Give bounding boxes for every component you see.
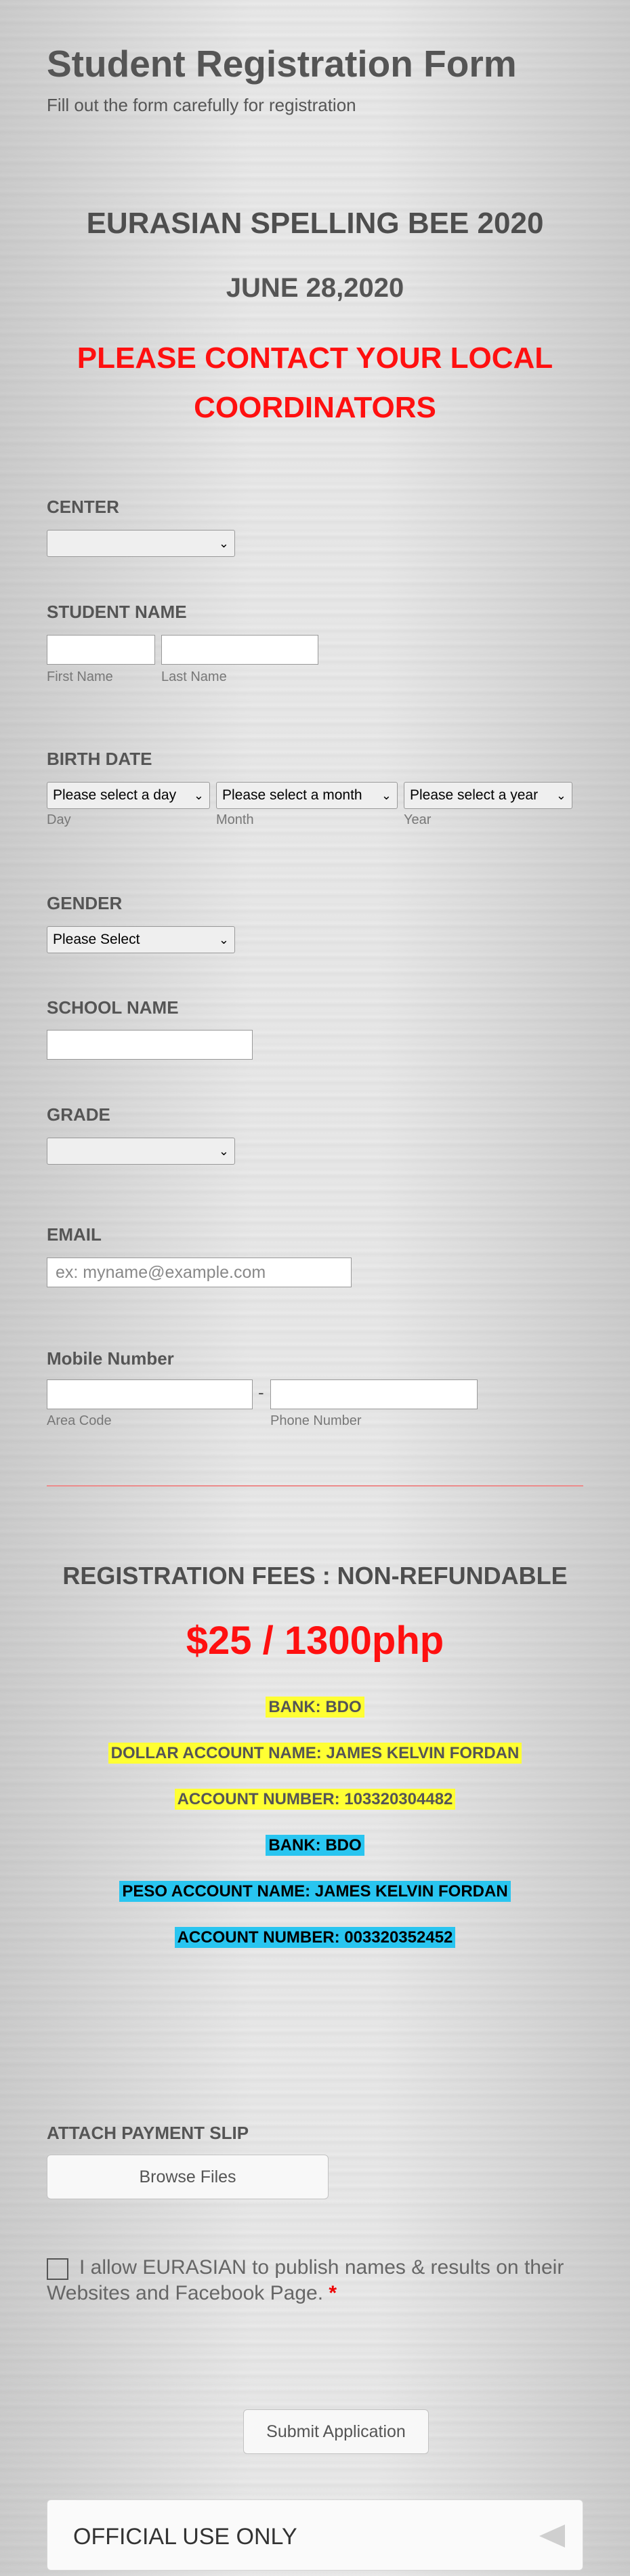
email-placeholder: ex: myname@example.com xyxy=(56,1263,266,1282)
chevron-down-icon: ⌄ xyxy=(218,537,229,550)
attach-payment-label: ATTACH PAYMENT SLIP xyxy=(47,2123,249,2143)
fees-title: REGISTRATION FEES : NON-REFUNDABLE xyxy=(62,1562,568,1590)
center-label: CENTER xyxy=(47,497,119,517)
birth-month-value: Please select a month xyxy=(222,787,362,803)
grade-select[interactable] xyxy=(47,1138,235,1165)
fee-price: $25 / 1300php xyxy=(186,1619,444,1663)
submit-application-button[interactable]: Submit Application xyxy=(243,2409,429,2454)
area-code-input[interactable] xyxy=(47,1379,253,1409)
gender-select-value: Please Select xyxy=(53,932,140,947)
grade-label: GRADE xyxy=(47,1104,110,1125)
gender-select[interactable] xyxy=(47,926,235,953)
email-label: EMAIL xyxy=(47,1224,102,1245)
first-name-sublabel: First Name xyxy=(47,669,113,684)
required-asterisk: * xyxy=(329,2282,337,2304)
peso-bank-row xyxy=(0,1836,630,1855)
chevron-down-icon: ⌄ xyxy=(218,1144,229,1158)
official-use-title: OFFICIAL USE ONLY xyxy=(73,2524,297,2550)
peso-account-number: ACCOUNT NUMBER: 003320352452 xyxy=(175,1927,456,1948)
birth-date-label: BIRTH DATE xyxy=(47,749,152,769)
peso-bank: BANK: BDO xyxy=(266,1835,364,1856)
first-name-input[interactable] xyxy=(47,635,155,665)
phone-separator: - xyxy=(258,1382,264,1403)
email-input[interactable] xyxy=(47,1258,352,1287)
dollar-bank-row xyxy=(0,1698,630,1717)
page-subtitle: Fill out the form carefully for registration xyxy=(47,95,356,115)
event-name: EURASIAN SPELLING BEE 2020 xyxy=(86,207,544,240)
chevron-down-icon: ⌄ xyxy=(555,789,566,802)
last-name-input[interactable] xyxy=(161,635,318,665)
triangle-left-icon[interactable] xyxy=(539,2525,565,2548)
birth-day-value: Please select a day xyxy=(53,787,177,803)
contact-notice xyxy=(0,333,630,432)
phone-number-sublabel: Phone Number xyxy=(270,1413,362,1428)
event-date: JUNE 28,2020 xyxy=(226,273,404,303)
day-sublabel: Day xyxy=(47,812,71,827)
birth-day-select[interactable] xyxy=(47,782,210,809)
month-sublabel: Month xyxy=(216,812,254,827)
student-name-label: STUDENT NAME xyxy=(47,602,187,622)
peso-account-name: PESO ACCOUNT NAME: JAMES KELVIN FORDAN xyxy=(119,1881,510,1902)
birth-month-select[interactable] xyxy=(216,782,398,809)
year-sublabel: Year xyxy=(404,812,432,827)
phone-number-input[interactable] xyxy=(270,1379,478,1409)
gender-label: GENDER xyxy=(47,893,123,913)
dollar-account-name: DOLLAR ACCOUNT NAME: JAMES KELVIN FORDAN xyxy=(108,1743,522,1764)
center-select[interactable] xyxy=(47,530,235,557)
page-title: Student Registration Form xyxy=(47,43,517,85)
consent-label: I allow EURASIAN to publish names & results on their Websites and Facebook Page. xyxy=(47,2256,564,2304)
peso-account-number-row xyxy=(0,1928,630,1947)
birth-year-value: Please select a year xyxy=(410,787,539,803)
section-divider xyxy=(47,1485,583,1487)
consent-text xyxy=(47,2255,582,2306)
birth-year-select[interactable] xyxy=(404,782,572,809)
dollar-account-number: ACCOUNT NUMBER: 103320304482 xyxy=(175,1789,456,1810)
chevron-down-icon: ⌄ xyxy=(193,789,204,802)
last-name-sublabel: Last Name xyxy=(161,669,227,684)
chevron-down-icon: ⌄ xyxy=(381,789,392,802)
dollar-account-number-row xyxy=(0,1790,630,1809)
mobile-number-label: Mobile Number xyxy=(47,1348,174,1369)
contact-notice-text: PLEASE CONTACT YOUR LOCAL COORDINATORS xyxy=(77,341,553,424)
official-use-section[interactable] xyxy=(47,2499,583,2571)
dollar-bank: BANK: BDO xyxy=(266,1697,364,1718)
dollar-account-name-row xyxy=(0,1744,630,1763)
school-name-label: SCHOOL NAME xyxy=(47,997,179,1018)
peso-account-name-row xyxy=(0,1882,630,1901)
school-name-input[interactable] xyxy=(47,1030,253,1060)
browse-files-button[interactable]: Browse Files xyxy=(47,2155,329,2199)
chevron-down-icon: ⌄ xyxy=(218,933,229,947)
area-code-sublabel: Area Code xyxy=(47,1413,112,1428)
